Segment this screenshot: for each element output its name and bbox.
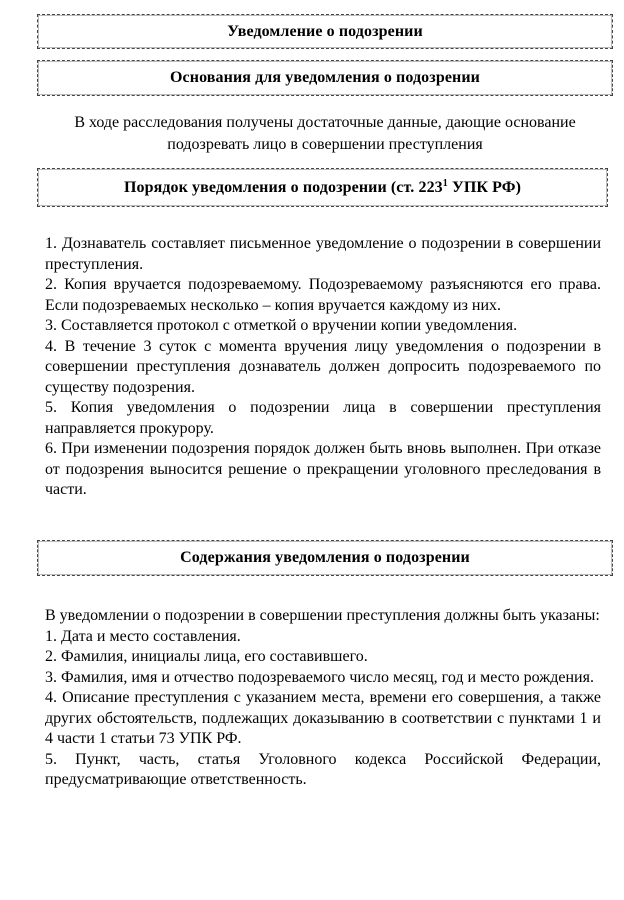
procedure-item: 3. Составляется протокол с отметкой о вручении копии уведомления. — [45, 317, 518, 334]
procedure-item: 4. В течение 3 суток с момента вручения лицу уведомления о подозрении в совершении преступления дознаватель должен допросить подозреваемого по существу подозрения. — [45, 337, 601, 396]
content-item: 3. Фамилия, имя и отчество подозреваемого число месяц, год и место рождения. — [45, 668, 594, 686]
content-item: 5. Пункт, часть, статья Уголовного кодекса Российской Федерации, предусматривающие ответственность. — [45, 750, 601, 788]
content-heading-box — [37, 540, 613, 576]
grounds-heading: Основания для уведомления о подозрении — [170, 69, 480, 86]
procedure-item: 6. При изменении подозрения порядок должен быть вновь выполнен. При отказе от подозрения выносится решение о прекращении уголовного преследования в части. — [45, 440, 601, 498]
content-item: 1. Дата и место составления. — [45, 627, 241, 645]
content-intro: В уведомлении о подозрении в совершении преступления должны быть указаны: — [45, 607, 600, 624]
grounds-text: В ходе расследования получены достаточные данные, дающие основание подозревать лицо в совершении преступления — [74, 114, 576, 153]
procedure-list — [45, 234, 601, 501]
content-item: 4. Описание преступления с указанием места, времени его совершения, а также других обстоятельств, подлежащих доказыванию в соответствии с пунктами 1 и 4 части 1 статьи 73 УПК РФ. — [45, 689, 601, 747]
procedure-heading-suffix: УПК РФ) — [447, 179, 522, 196]
procedure-item: 1. Дознаватель составляет письменное уведомление о подозрении в совершении преступления. — [45, 235, 601, 273]
procedure-heading — [124, 178, 521, 197]
procedure-heading-box — [37, 168, 608, 207]
content-item: 2. Фамилия, инициалы лица, его составившего. — [45, 648, 368, 665]
document-title-box — [37, 14, 613, 49]
content-list — [45, 606, 601, 791]
procedure-heading-sup: 1 — [442, 178, 448, 189]
document-title: Уведомление о подозрении — [227, 22, 423, 40]
procedure-item: 5. Копия уведомления о подозрении лица в совершении преступления направляется прокурору. — [45, 399, 601, 437]
procedure-heading-prefix: Порядок уведомления о подозрении (ст. 223 — [123, 179, 443, 196]
procedure-item: 2. Копия вручается подозреваемому. Подозреваемому разъясняются его права. Если подозреваемых несколько – копия вручается каждому из них. — [45, 276, 601, 314]
content-heading: Содержания уведомления о подозрении — [180, 549, 470, 566]
grounds-heading-box — [37, 60, 613, 96]
